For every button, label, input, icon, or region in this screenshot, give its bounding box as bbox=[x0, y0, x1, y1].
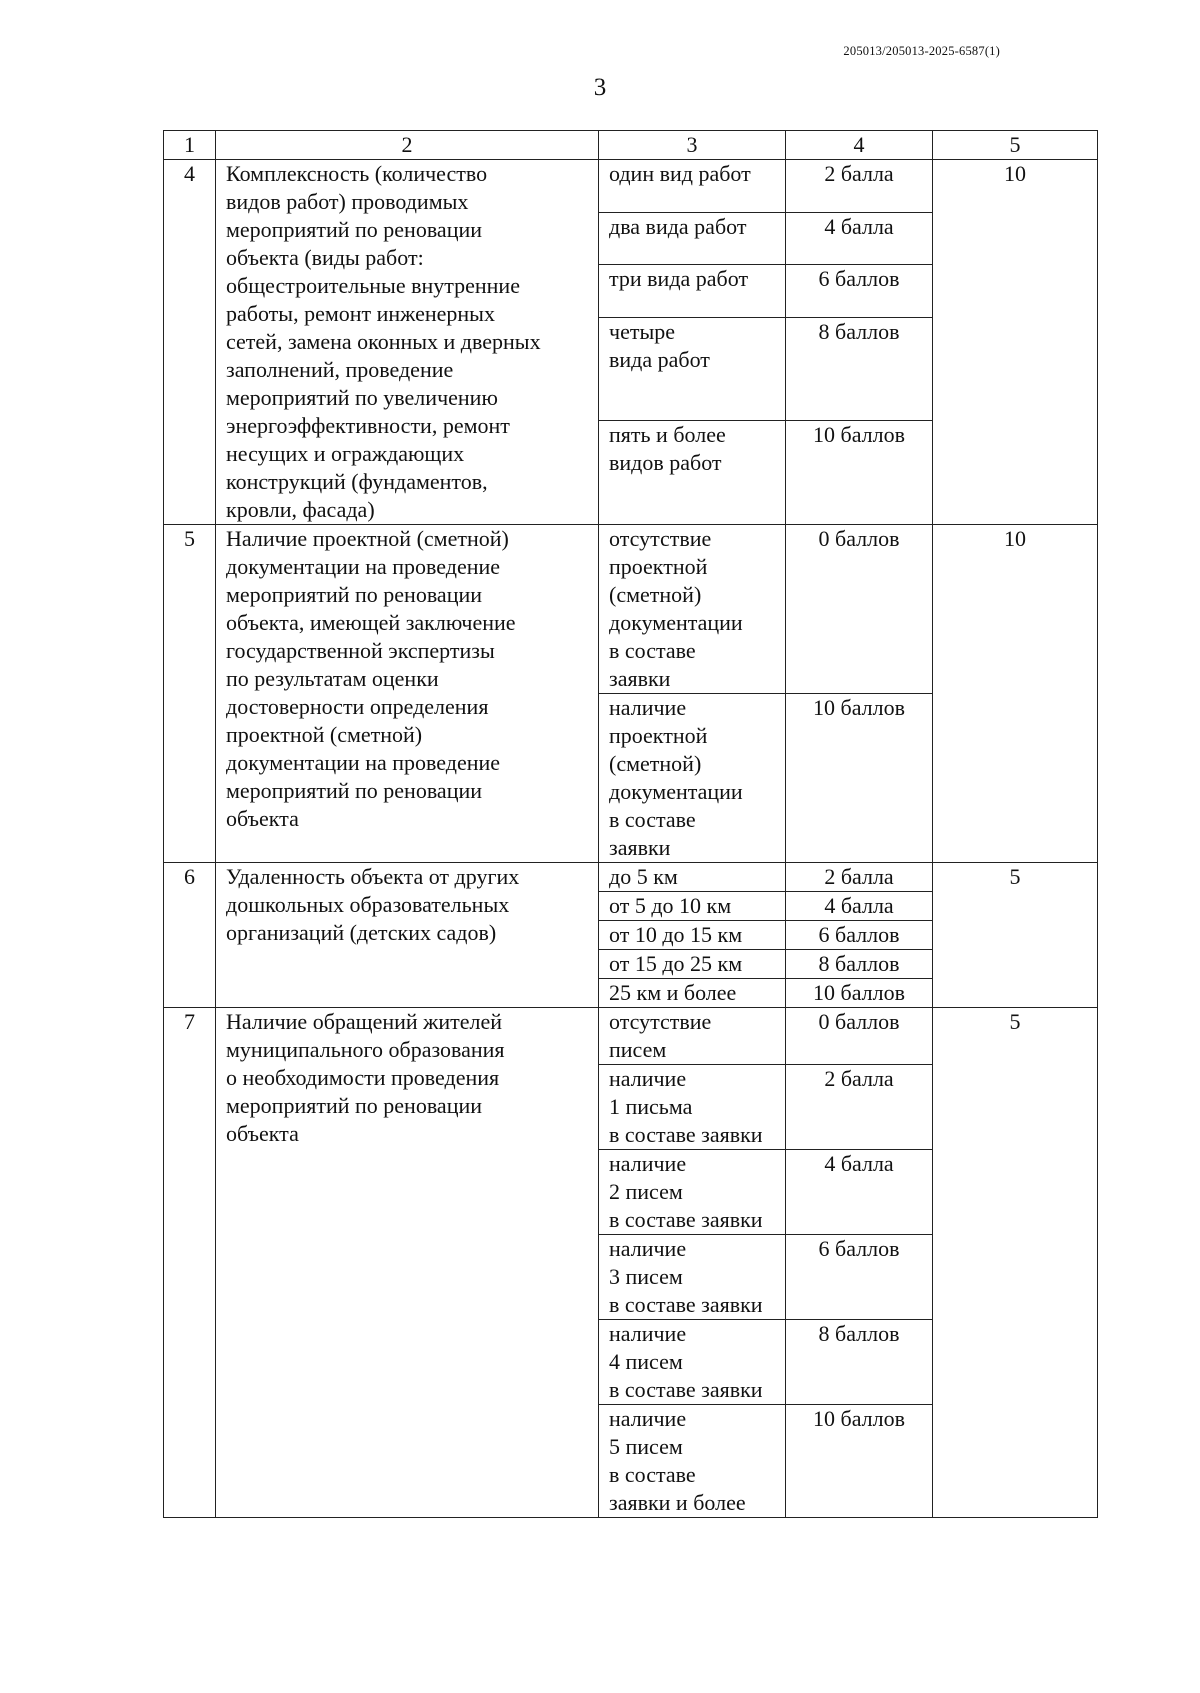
option-condition: два вида работ bbox=[599, 212, 786, 265]
option-condition: наличие проектной (сметной) документации в составе заявки bbox=[599, 694, 786, 863]
option-condition: один вид работ bbox=[599, 160, 786, 213]
option-score: 6 баллов bbox=[786, 265, 933, 318]
option-score: 2 балла bbox=[786, 1065, 933, 1150]
option-score: 4 балла bbox=[786, 212, 933, 265]
criterion-text: Наличие проектной (сметной) документации на проведение мероприятий по реновации объекта, имеющей заключение государственной экспертизы по результатам оценки достоверности определения проектной (сметной) документации на проведение мероприятий по реновации объекта bbox=[216, 525, 599, 863]
option-condition: четыре вида работ bbox=[599, 317, 786, 421]
max-score: 10 bbox=[933, 160, 1098, 525]
option-condition: отсутствие проектной (сметной) документации в составе заявки bbox=[599, 525, 786, 694]
option-score: 10 баллов bbox=[786, 694, 933, 863]
criterion-text: Удаленность объекта от других дошкольных образовательных организаций (детских садов) bbox=[216, 863, 599, 1008]
criteria-table bbox=[163, 130, 1098, 1518]
option-score: 4 балла bbox=[786, 1150, 933, 1235]
option-score: 8 баллов bbox=[786, 1320, 933, 1405]
row-number: 4 bbox=[164, 160, 216, 525]
row-number: 6 bbox=[164, 863, 216, 1008]
max-score: 5 bbox=[933, 863, 1098, 1008]
header-cell-1: 1 bbox=[164, 131, 216, 160]
criterion-text: Наличие обращений жителей муниципального образования о необходимости проведения мероприятий по реновации объекта bbox=[216, 1008, 599, 1518]
option-condition: наличие 3 писем в составе заявки bbox=[599, 1235, 786, 1320]
criterion-text: Комплексность (количество видов работ) проводимых мероприятий по реновации объекта (виды работ: общестроительные внутренние работы, ремонт инженерных сетей, замена оконных и дверных заполнений, проведение мероприятий по увеличению энергоэффективности, ремонт несущих и ограждающих конструкций (фундаментов, кровли, фасада) bbox=[216, 160, 599, 525]
option-condition: наличие 1 письма в составе заявки bbox=[599, 1065, 786, 1150]
page-number: 3 bbox=[593, 74, 607, 101]
option-condition: 25 км и более bbox=[599, 979, 786, 1008]
option-score: 4 балла bbox=[786, 892, 933, 921]
header-cell-3: 3 bbox=[599, 131, 786, 160]
option-score: 10 баллов bbox=[786, 421, 933, 525]
option-score: 2 балла bbox=[786, 160, 933, 213]
option-condition: до 5 км bbox=[599, 863, 786, 892]
option-score: 0 баллов bbox=[786, 1008, 933, 1065]
row-number: 5 bbox=[164, 525, 216, 863]
option-condition: пять и более видов работ bbox=[599, 421, 786, 525]
option-score: 8 баллов bbox=[786, 317, 933, 421]
option-score: 8 баллов bbox=[786, 950, 933, 979]
option-condition: наличие 2 писем в составе заявки bbox=[599, 1150, 786, 1235]
option-condition: от 10 до 15 км bbox=[599, 921, 786, 950]
option-score: 10 баллов bbox=[786, 979, 933, 1008]
option-condition: от 5 до 10 км bbox=[599, 892, 786, 921]
option-condition: отсутствие писем bbox=[599, 1008, 786, 1065]
max-score: 5 bbox=[933, 1008, 1098, 1518]
option-condition: наличие 4 писем в составе заявки bbox=[599, 1320, 786, 1405]
table-row bbox=[164, 863, 1098, 892]
header-row bbox=[164, 131, 1098, 160]
option-condition: от 15 до 25 км bbox=[599, 950, 786, 979]
max-score: 10 bbox=[933, 525, 1098, 863]
table-row bbox=[164, 160, 1098, 213]
option-score: 10 баллов bbox=[786, 1405, 933, 1518]
table-row bbox=[164, 1008, 1098, 1065]
document-id: 205013/205013-2025-6587(1) bbox=[843, 44, 1000, 58]
header-cell-5: 5 bbox=[933, 131, 1098, 160]
option-score: 6 баллов bbox=[786, 1235, 933, 1320]
option-condition: три вида работ bbox=[599, 265, 786, 318]
table-row bbox=[164, 525, 1098, 694]
header-cell-4: 4 bbox=[786, 131, 933, 160]
option-score: 0 баллов bbox=[786, 525, 933, 694]
row-number: 7 bbox=[164, 1008, 216, 1518]
header-cell-2: 2 bbox=[216, 131, 599, 160]
option-score: 2 балла bbox=[786, 863, 933, 892]
criteria-table-body bbox=[164, 131, 1098, 1518]
option-condition: наличие 5 писем в составе заявки и более bbox=[599, 1405, 786, 1518]
option-score: 6 баллов bbox=[786, 921, 933, 950]
